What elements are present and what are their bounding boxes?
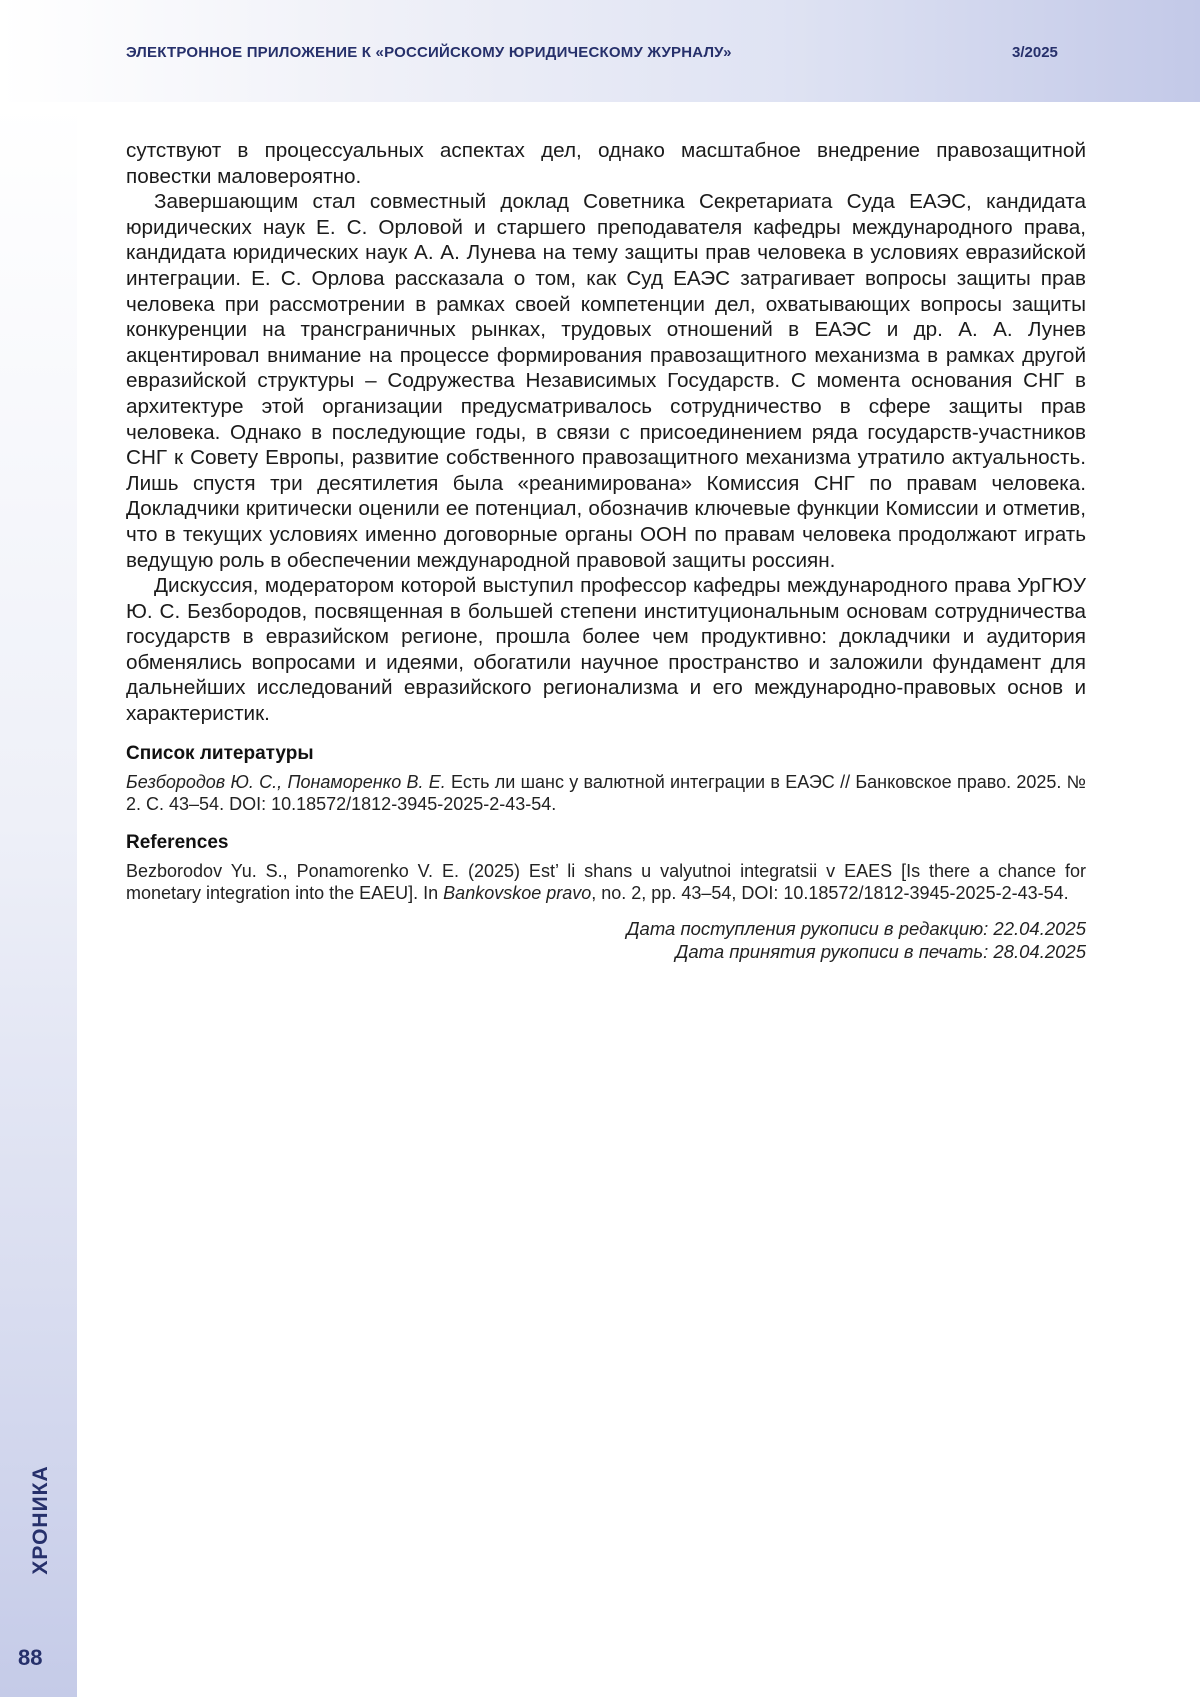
sidebar bbox=[0, 102, 77, 1697]
reference-en-after: , no. 2, pp. 43–54, DOI: 10.18572/1812-3945-2025-2-43-54. bbox=[591, 883, 1069, 904]
reference-en-journal: Bankovskoe pravo bbox=[443, 883, 592, 904]
reference-en-before: Bezborodov Yu. S., Ponamorenko V. E. (2025) Est’ li shans u valyutnoi integratsii v EAES [Is there a chance for monetary integration into the EAEU]. In bbox=[126, 860, 1086, 904]
header-band bbox=[0, 0, 1200, 102]
reference-ru-authors: Безбородов Ю. С., Понаморенко В. Е. bbox=[126, 771, 446, 792]
date-accepted: Дата принятия рукописи в печать: 28.04.2025 bbox=[675, 941, 1086, 963]
issue-number: 3/2025 bbox=[1012, 44, 1058, 61]
manuscript-dates bbox=[126, 917, 1086, 964]
reference-ru-entry bbox=[126, 771, 1086, 816]
paragraph: Завершающим стал совместный доклад Советника Секретариата Суда ЕАЭС, кандидата юридических наук Е. С. Орловой и старшего преподавателя кафедры международного права, кандидата юридических наук А. А. Лунева на тему защиты прав человека в условиях евразийской интеграции. Е. С. Орлова рассказала о том, как Суд ЕАЭС затрагивает вопросы защиты прав человека при рассмотрении в рамках своей компетенции дел, охватывающих вопросы защиты конкуренции на трансграничных рынках, трудовых отношений в ЕАЭС и др. А. А. Лунев акцентировал внимание на процессе формирования правозащитного механизма в рамках другой евразийской структуры – Содружества Независимых Государств. С момента основания СНГ в архитектуре этой организации предусматривалось сотрудничество в сфере защиты прав человека. Однако в последующие годы, в связи с присоединением ряда государств-участников СНГ к Совету Европы, развитие собственного правозащитного механизма утратило актуальность. Лишь спустя три десятилетия была «реанимирована» Комиссия СНГ по правам человека. Докладчики критически оценили ее потенциал, обозначив ключевые функции Комиссии и отметив, что в текущих условиях именно договорные органы ООН по правам человека продолжают играть ведущую роль в обеспечении международной правовой защиты россиян. bbox=[126, 190, 1086, 572]
section-label: ХРОНИКА bbox=[29, 1465, 52, 1575]
paragraph: сутствуют в процессуальных аспектах дел, однако масштабное внедрение правозащитной повестки маловероятно. bbox=[126, 139, 1086, 188]
reference-ru-text: Есть ли шанс у валютной интеграции в ЕАЭС // Банковское право. 2025. № 2. С. 43–54. DOI: 10.18572/1812-3945-2025-2-43-54. bbox=[126, 771, 1086, 815]
journal-title: ЭЛЕКТРОННОЕ ПРИЛОЖЕНИЕ К «РОССИЙСКОМУ ЮРИДИЧЕСКОМУ ЖУРНАЛУ» bbox=[126, 44, 732, 61]
page-number: 88 bbox=[18, 1645, 43, 1670]
references-en-heading: References bbox=[126, 831, 229, 853]
reference-en-entry bbox=[126, 860, 1086, 905]
date-received: Дата поступления рукописи в редакцию: 22.04.2025 bbox=[626, 917, 1086, 939]
article-body bbox=[126, 138, 1086, 964]
paragraph: Дискуссия, модератором которой выступил профессор кафедры международного права УрГЮУ Ю. С. Безбородов, посвященная в большей степени институциональным основам сотрудничества государств в евразийском регионе, прошла более чем продуктивно: докладчики и аудитория обменялись вопросами и идеями, обогатили научное пространство и заложили фундамент для дальнейших исследований евразийского регионализма и его международно-правовых основ и характеристик. bbox=[126, 574, 1086, 726]
references-ru-heading: Список литературы bbox=[126, 742, 314, 764]
